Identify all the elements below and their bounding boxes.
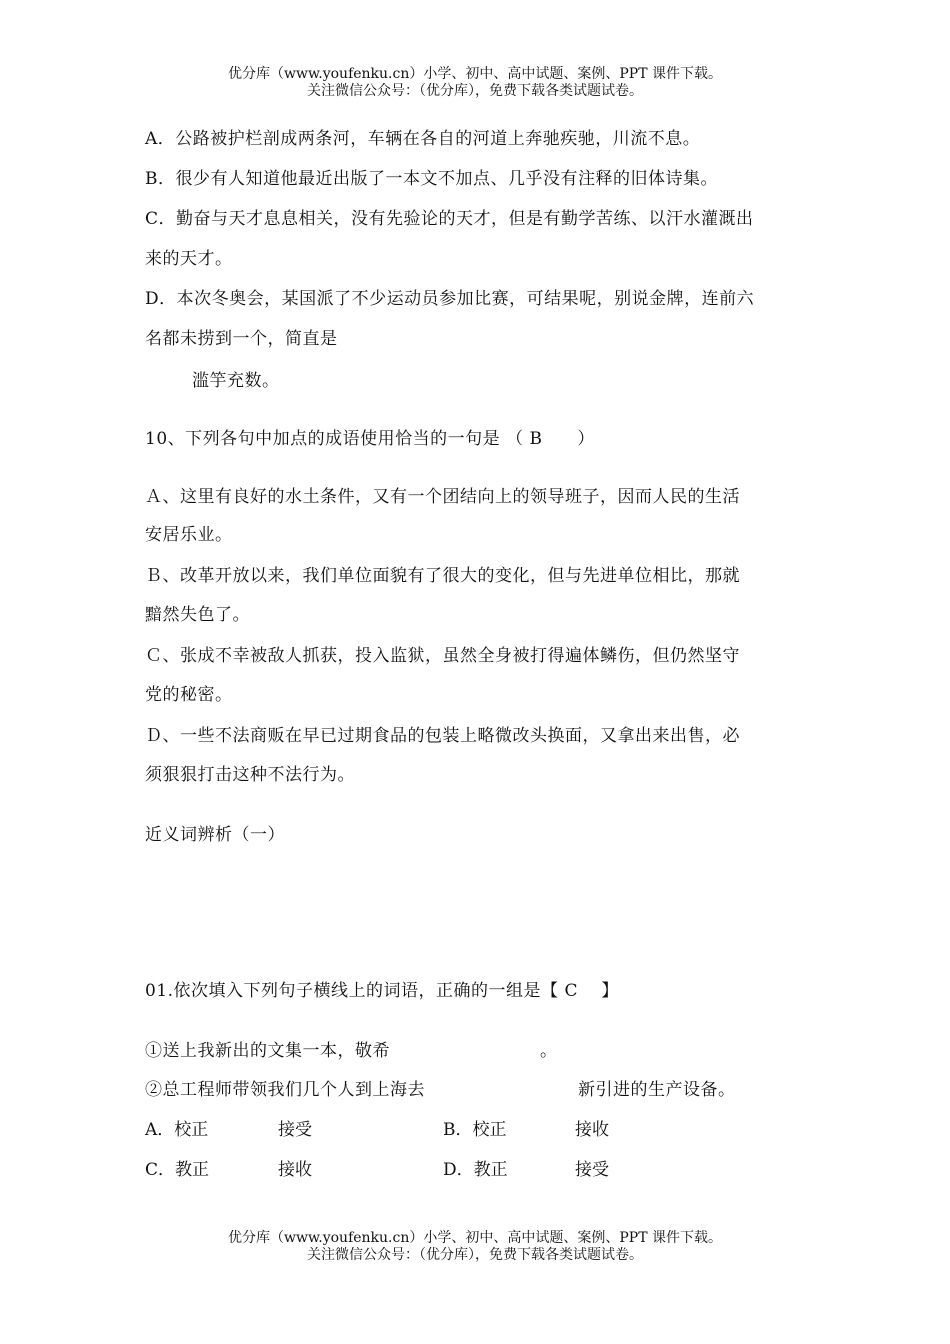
q01-option-b-letter: B．校正 — [443, 1120, 507, 1140]
q9-option-d-line1: D．本次冬奥会，某国派了不少运动员参加比赛，可结果呢，别说金牌，连前六 — [145, 289, 755, 309]
header-line-1: 优分库（www.youfenku.cn）小学、初中、高中试题、案例、PPT 课件下载。 — [227, 66, 722, 82]
q10-option-a-line2: 安居乐业。 — [145, 525, 233, 545]
q10-option-c-line1: Ｃ、张成不幸被敌人抓获，投入监狱，虽然全身被打得遍体鳞伤，但仍然坚守 — [145, 646, 740, 666]
q01-sentence-2-end: 新引进的生产设备。 — [578, 1080, 736, 1100]
q10-option-b-line2: 黯然失色了。 — [145, 605, 250, 625]
q10-option-a-line1: Ａ、这里有良好的水土条件，又有一个团结向上的领导班子，因而人民的生活 — [145, 487, 740, 507]
q9-option-c-line2: 来的天才。 — [145, 249, 233, 269]
q10-stem: 10、下列各句中加点的成语使用恰当的一句是 （ B ） — [145, 429, 595, 449]
page-footer — [0, 1230, 950, 1264]
q01-sentence-1-end: 。 — [540, 1041, 558, 1061]
q01-option-d-letter: D．教正 — [443, 1160, 508, 1180]
q10-option-d-line2: 须狠狠打击这种不法行为。 — [145, 765, 355, 785]
q01-sentence-1-start: ①送上我新出的文集一本，敬希 — [145, 1041, 390, 1061]
q01-stem: 01.依次填入下列句子横线上的词语，正确的一组是【 C 】 — [145, 981, 619, 1001]
q10-option-c-line2: 党的秘密。 — [145, 685, 233, 705]
q01-sentence-2-start: ②总工程师带领我们几个人到上海去 — [145, 1080, 425, 1100]
q9-option-a: A．公路被护栏剖成两条河，车辆在各自的河道上奔驰疾驰，川流不息。 — [145, 129, 701, 149]
q9-option-b: B．很少有人知道他最近出版了一本文不加点、几乎没有注释的旧体诗集。 — [145, 169, 718, 189]
q9-option-d-line3: 滥竽充数。 — [192, 371, 280, 391]
q10-option-b-line1: Ｂ、改革开放以来，我们单位面貌有了很大的变化，但与先进单位相比，那就 — [145, 566, 740, 586]
footer-line-1: 优分库（www.youfenku.cn）小学、初中、高中试题、案例、PPT 课件下载。 — [227, 1230, 722, 1246]
q01-option-a-letter: A．校正 — [145, 1120, 209, 1140]
q01-option-c-letter: C．教正 — [145, 1160, 210, 1180]
footer-line-2: 关注微信公众号：（优分库），免费下载各类试题试卷。 — [307, 1247, 643, 1263]
q01-option-b-word: 接收 — [575, 1120, 609, 1140]
q01-option-a-word: 接受 — [278, 1120, 312, 1140]
section-title: 近义词辨析（一） — [145, 825, 285, 845]
q10-option-d-line1: Ｄ、一些不法商贩在早已过期食品的包装上略微改头换面，又拿出来出售，必 — [145, 726, 740, 746]
q01-option-c-word: 接收 — [278, 1160, 312, 1180]
q9-option-c-line1: C．勤奋与天才息息相关，没有先验论的天才，但是有勤学苦练、以汗水灌溉出 — [145, 209, 754, 229]
header-line-2: 关注微信公众号：（优分库），免费下载各类试题试卷。 — [307, 83, 643, 99]
q9-option-d-line2: 名都未捞到一个，简直是 — [145, 329, 338, 349]
page-header — [0, 66, 950, 100]
q01-option-d-word: 接受 — [575, 1160, 609, 1180]
